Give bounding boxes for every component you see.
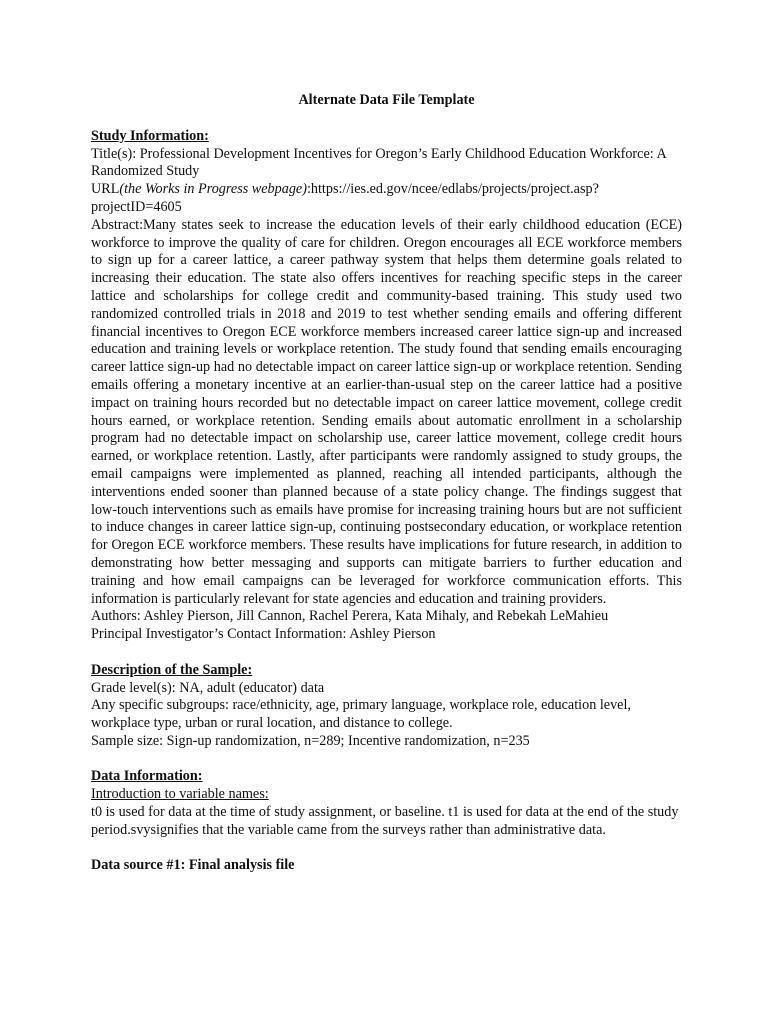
variable-names-heading: Introduction to variable names: <box>91 786 269 803</box>
abstract-text: Abstract:Many states seek to increase the education levels of their early childhood education (ECE) workforce to improve the quality of care for children. Oregon encourages all ECE workforce members to sign up for a career lattice, a career pathway system that helps them determine goals related to increasing their education. The state also offers incentives for reaching specific steps in the career lattice and scholarships for college credit and community-based training. This study used two randomized controlled trials in 2018 and 2019 to test whether sending emails and offering different financial incentives to Oregon ECE workforce members increased career lattice sign-up and increased education and training levels or workplace retention. The study found that sending emails encouraging career lattice sign-up had no detectable impact on career lattice sign-up or workplace retention. Sending emails offering a monetary incentive at an earlier-than-usual step on the career lattice had a positive impact on training hours recorded but no detectable impact on career lattice movement, college credit hours earned, or workplace retention. Sending emails about automatic enrollment in a scholarship program had no detectable impact on scholarship use, career lattice movement, college credit hours earned, or workplace retention. Lastly, after participants were randomly assigned to study groups, the email campaigns were implemented as planned, reaching all intended participants, although the interventions ended sooner than planned because of a state policy change. The findings suggest that low-touch interventions such as emails have promise for increasing training hours but are not sufficient to induce changes in career lattice sign-up, continuing postsecondary education, or workplace retention for Oregon ECE workforce members. These results have implications for future research, in addition to demonstrating how better messaging and supports can mitigate barriers to further education and training and how email campaigns can be leveraged for workforce communication efforts. This information is particularly relevant for state agencies and education and training providers. <box>91 216 682 607</box>
sample-size-line: Sample size: Sign-up randomization, n=289; Incentive randomization, n=235 <box>91 732 530 749</box>
url-line <box>91 181 682 217</box>
variable-names-text: t0 is used for data at the time of study assignment, or baseline. t1 is used for data at the end of the study period.svysignifies that the variable came from the surveys rather than administrative data. <box>91 804 679 838</box>
data-information-heading: Data Information: <box>91 768 203 785</box>
contact-line: Principal Investigator’s Contact Information: Ashley Pierson <box>91 626 436 643</box>
url-value: :https://ies.ed.gov/ncee/edlabs/projects/project.asp?projectID=4605 <box>91 181 599 215</box>
titles-label: Title(s): <box>91 145 140 162</box>
grade-levels-line: Grade level(s): NA, adult (educator) data <box>91 679 325 696</box>
authors-line: Authors: Ashley Pierson, Jill Cannon, Rachel Perera, Kata Mihaly, and Rebekah LeMahieu <box>91 608 609 625</box>
study-information-section <box>91 128 682 644</box>
sample-heading: Description of the Sample: <box>91 661 253 678</box>
data-information-section <box>91 768 682 839</box>
sample-section <box>91 662 682 751</box>
document-title: Alternate Data File Template <box>298 92 475 108</box>
data-source-heading: Data source #1: Final analysis file <box>91 857 295 874</box>
url-note: (the Works in Progress webpage) <box>119 181 307 198</box>
study-title-line <box>91 146 682 182</box>
study-information-heading: Study Information: <box>91 127 209 144</box>
subgroups-line: Any specific subgroups: race/ethnicity, age, primary language, workplace role, education level, workplace type, urban or rural location, and distance to college. <box>91 697 631 732</box>
url-label: URL <box>91 181 120 198</box>
titles-value: Professional Development Incentives for Oregon’s Early Childhood Education Workforce: A Randomized Study <box>91 145 666 180</box>
